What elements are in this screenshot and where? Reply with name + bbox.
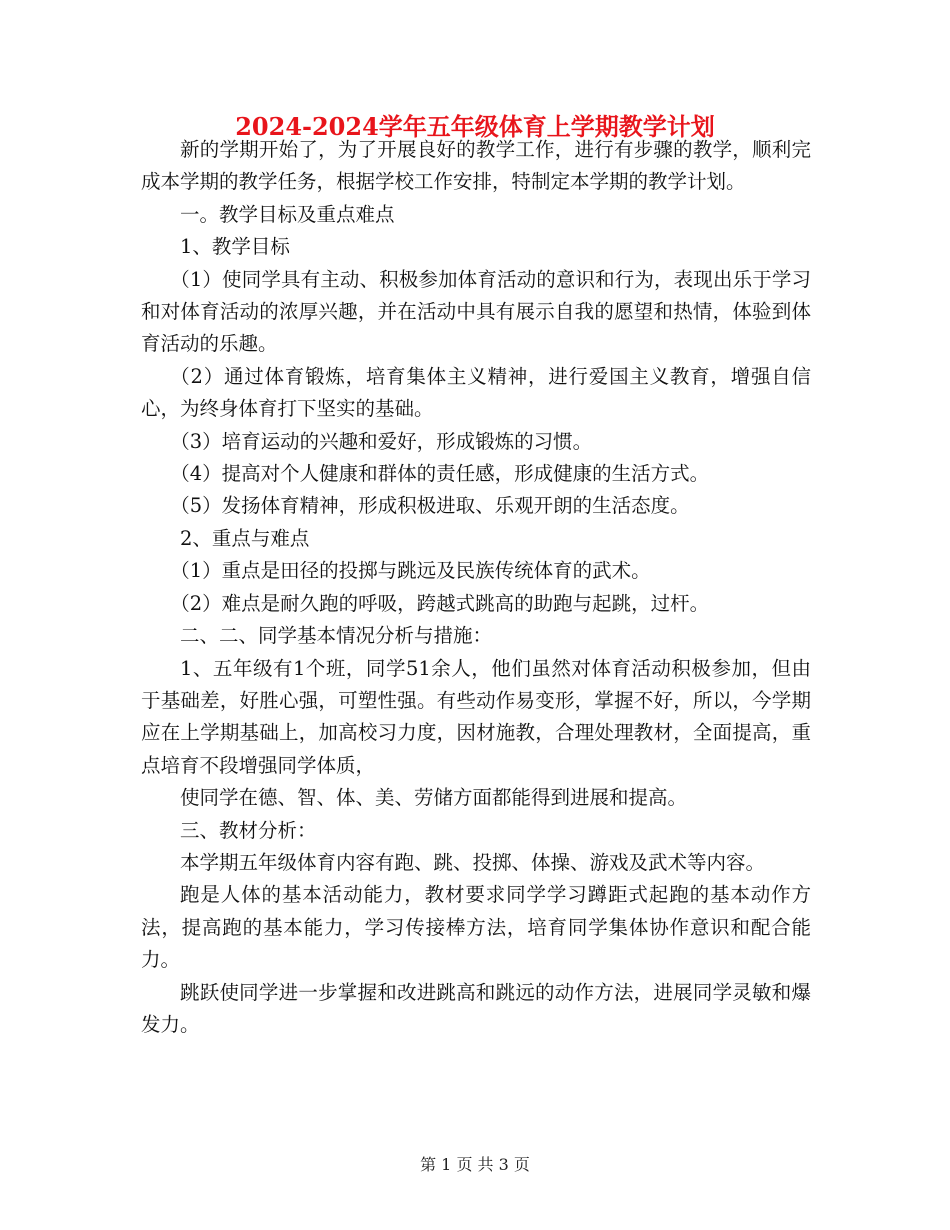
paragraph: （5）发扬体育精神，形成积极进取、乐观开朗的生活态度。: [170, 494, 690, 518]
document-title: 2024-2024学年五年级体育上学期教学计划: [235, 112, 715, 141]
paragraph: 三、教材分析：: [180, 818, 317, 842]
paragraph: 跳跃使同学进一步掌握和改进跳高和跳远的动作方法，进展同学灵敏和爆发力。: [141, 980, 811, 1036]
paragraph: 一。教学目标及重点难点: [180, 202, 395, 226]
paragraph: 1、教学目标: [180, 235, 290, 259]
paragraph: （1）使同学具有主动、积极参加体育活动的意识和行为，表现出乐于学习和对体育活动的浓厚兴趣，并在活动中具有展示自我的愿望和热情，体验到体育活动的乐趣。: [141, 267, 811, 356]
paragraph: 跑是人体的基本活动能力，教材要求同学学习蹲距式起跑的基本动作方法，提高跑的基本能力，学习传接棒方法，培育同学集体协作意识和配合能力。: [141, 883, 811, 972]
paragraph: 本学期五年级体育内容有跑、跳、投掷、体操、游戏及武术等内容。: [180, 850, 766, 874]
paragraph: 使同学在德、智、体、美、劳储方面都能得到进展和提高。: [180, 786, 688, 810]
paragraph: （4）提高对个人健康和群体的责任感，形成健康的生活方式。: [170, 462, 710, 486]
paragraph: （1）重点是田径的投掷与跳远及民族传统体育的武术。: [170, 559, 651, 583]
paragraph: （2）难点是耐久跑的呼吸，跨越式跳高的助跑与起跳，过杆。: [170, 591, 710, 615]
page-footer: 第 1 页 共 3 页: [420, 1155, 530, 1174]
paragraph: 1、五年级有1个班，同学51余人，他们虽然对体育活动积极参加，但由于基础差，好胜心强，可塑性强。有些动作易变形，掌握不好，所以，今学期应在上学期基础上，加高校习力度，因材施教，合理处理教材，全面提高，重点培育不段增强同学体质，: [141, 656, 811, 777]
document-body: [141, 134, 811, 1041]
paragraph: 二、二、同学基本情况分析与措施：: [180, 624, 493, 648]
paragraph: 2、重点与难点: [180, 526, 310, 550]
paragraph: 新的学期开始了，为了开展良好的教学工作，进行有步骤的教学，顺利完成本学期的教学任务，根据学校工作安排，特制定本学期的教学计划。: [141, 138, 811, 194]
paragraph: （3）培育运动的兴趣和爱好，形成锻炼的习惯。: [170, 429, 593, 453]
paragraph: （2）通过体育锻炼，培育集体主义精神，进行爱国主义教育，增强自信心，为终身体育打下坚实的基础。: [141, 364, 811, 421]
